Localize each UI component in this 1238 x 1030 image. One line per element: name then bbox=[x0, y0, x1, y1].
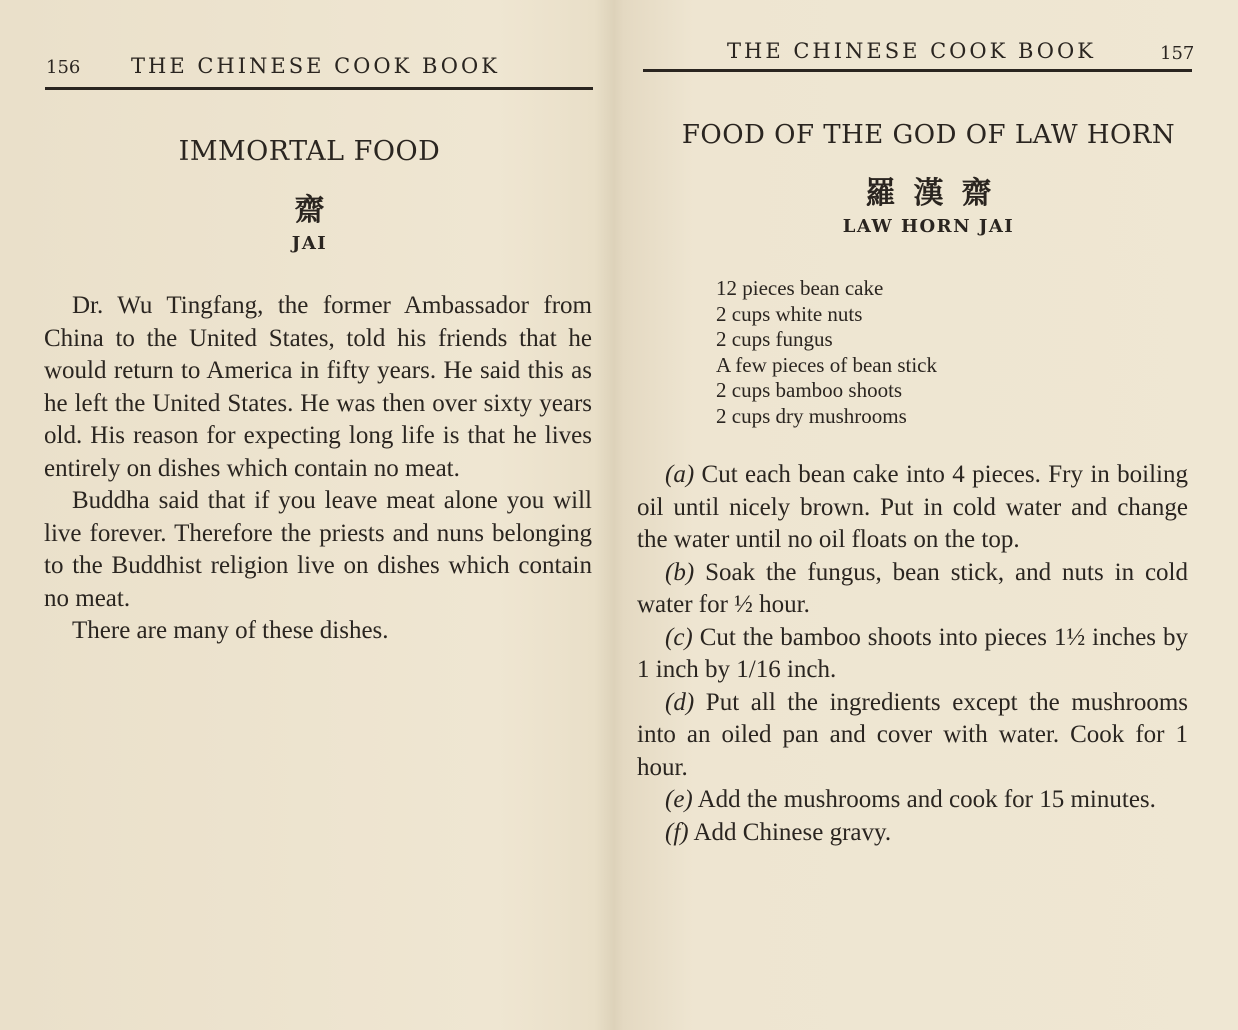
recipe-step bbox=[637, 687, 1188, 785]
ingredient-item: 2 cups white nuts bbox=[716, 301, 863, 326]
step-text: Cut each bean cake into 4 pieces. Fry in boiling oil until nicely brown. Put in cold water and change the water until no oil floats on the top. bbox=[637, 461, 1188, 553]
romanized-title: LAW HORN JAI bbox=[842, 216, 1015, 237]
page-number: 157 bbox=[1160, 43, 1195, 64]
ingredient-list bbox=[716, 276, 937, 430]
ingredient-item: 2 cups dry mushrooms bbox=[716, 403, 907, 428]
recipe-step bbox=[637, 557, 1188, 622]
step-text: Soak the fungus, bean stick, and nuts in cold water for ½ hour. bbox=[637, 558, 1189, 618]
step-letter: (b) bbox=[665, 558, 695, 586]
chinese-title: 齋 bbox=[294, 193, 343, 228]
right-page bbox=[619, 0, 1238, 1030]
chinese-title: 羅漢齋 bbox=[865, 176, 1010, 211]
recipe-step bbox=[637, 459, 1188, 557]
recipe-step bbox=[637, 784, 1188, 817]
step-text: Put all the ingredients except the mushrooms into an oiled pan and cover with water. Cook for 1 hour. bbox=[637, 688, 1189, 781]
intro-text bbox=[44, 290, 592, 648]
header-rule bbox=[643, 69, 1192, 72]
ingredient-item: 12 pieces bean cake bbox=[716, 276, 884, 300]
ingredient-item: 2 cups bamboo shoots bbox=[716, 378, 903, 403]
paragraph: There are many of these dishes. bbox=[72, 617, 389, 644]
running-head: THE CHINESE COOK BOOK bbox=[727, 39, 1096, 63]
step-letter: (a) bbox=[665, 461, 695, 488]
header-rule bbox=[45, 87, 593, 90]
step-text: Add the mushrooms and cook for 15 minutes. bbox=[697, 786, 1156, 813]
ingredient-item: 2 cups fungus bbox=[716, 327, 833, 352]
page-number: 156 bbox=[46, 57, 81, 78]
step-letter: (f) bbox=[665, 818, 689, 846]
step-letter: (d) bbox=[665, 688, 695, 716]
ingredient-item: A few pieces of bean stick bbox=[716, 352, 938, 377]
step-letter: (c) bbox=[665, 623, 693, 651]
step-letter: (e) bbox=[665, 786, 693, 813]
recipe-title: FOOD OF THE GOD OF LAW HORN bbox=[681, 120, 1176, 150]
recipe-steps bbox=[637, 459, 1188, 849]
romanized-title: JAI bbox=[291, 233, 328, 254]
paragraph: Buddha said that if you leave meat alone you will live forever. Therefore the priests and nuns belonging to the Buddhist religion live on dishes which contain no meat. bbox=[44, 487, 592, 612]
paragraph: Dr. Wu Tingfang, the former Ambassador from China to the United States, told his friends that he would return to America in fifty years. He said this as he left the United States. He was then over sixty years old. His reason for expecting long life is that he lives entirely on dishes which contain no meat. bbox=[44, 292, 592, 482]
recipe-step bbox=[637, 817, 1188, 850]
step-text: Add Chinese gravy. bbox=[693, 818, 892, 846]
recipe-title: IMMORTAL FOOD bbox=[178, 136, 441, 167]
recipe-step bbox=[637, 622, 1188, 687]
running-head: THE CHINESE COOK BOOK bbox=[131, 54, 500, 78]
step-text: Cut the bamboo shoots into pieces 1½ inches by 1 inch by 1/16 inch. bbox=[637, 623, 1188, 683]
